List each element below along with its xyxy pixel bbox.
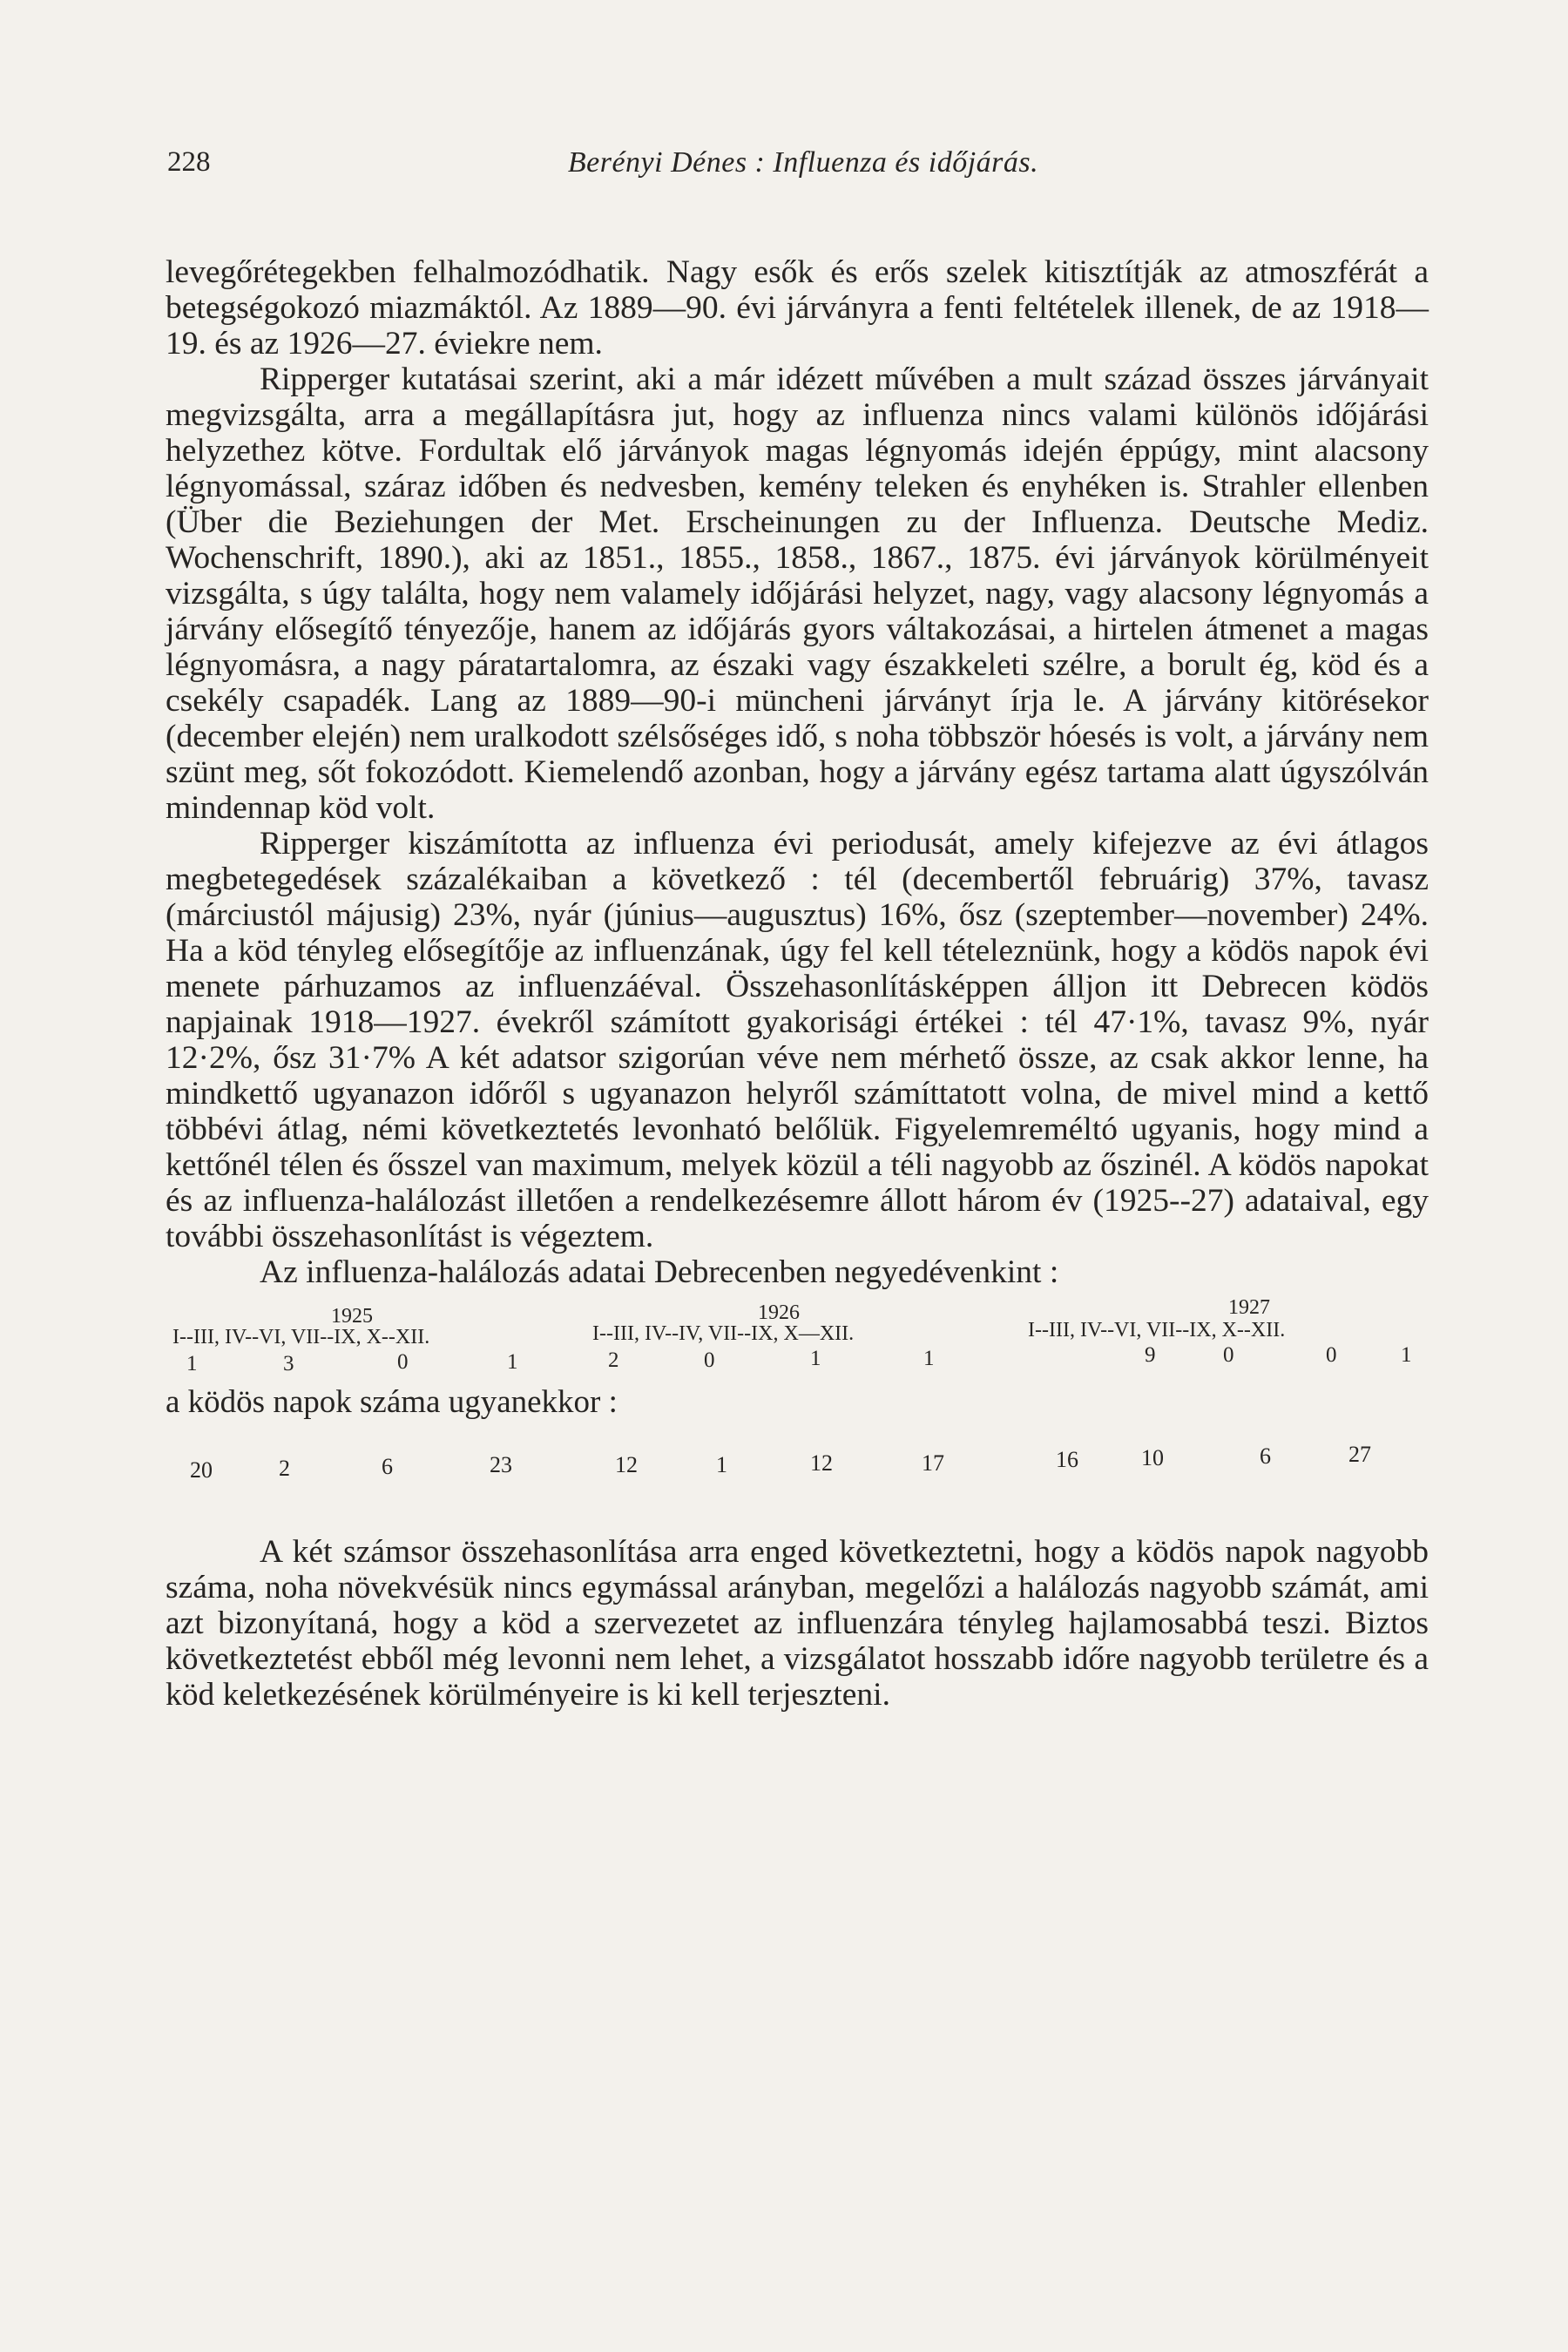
year-1926: 1926 (758, 1301, 800, 1324)
quarters-1926: I--III, IV--IV, VII--IX, X—XII. (592, 1322, 855, 1345)
article-body (166, 254, 1429, 1713)
fog-days-label: a ködös napok száma ugyanekkor : (166, 1384, 618, 1420)
mortality-fog-table (166, 1290, 1429, 1534)
fog-1927-q3: 6 (1260, 1443, 1271, 1469)
paragraph-3: Ripperger kiszámította az influenza évi periodusát, amely kifejezve az évi átlagos megbetegedések százalékaiban a következő : tél (decembertől februárig) 37%, tavasz (márciustól májusig) 23%, nyár (június—augusztus) 16%, ősz (szeptember—november) 24%. Ha a köd tényleg elősegítője az influenzának, úgy fel kell tételeznünk, hogy a ködös napok évi menete párhuzamos az influenzáéval. Összehasonlításképpen álljon itt Debrecen ködös napjainak 1918—1927. évekről számított gyakorisági értékei : tél 47·1%, tavasz 9%, nyár 12·2%, ősz 31·7% A két adatsor szigorúan véve nem mérhető össze, az csak akkor lenne, ha mindkettő ugyanazon időről s ugyanazon helyről számíttatott volna, de mivel mind a kettő többévi átlag, némi következtetés levonható belőlük. Figyelemreméltó ugyanis, hogy mind a kettőnél télen és ősszel van maximum, melyek közül a téli nagyobb az őszinél. A ködös napokat és az influenza-halálozást illetően a rendelkezésemre állott három év (1925--27) adataival, egy további összehasonlítást is végeztem. (166, 826, 1429, 1254)
running-title: Berényi Dénes : Influenza és időjárás. (567, 146, 1039, 179)
deaths-1925-q4: 1 (507, 1350, 518, 1374)
page-header (167, 146, 1439, 190)
deaths-1927-q3: 0 (1326, 1343, 1337, 1367)
deaths-1925-q3: 0 (397, 1350, 409, 1374)
deaths-1925-q2: 3 (283, 1352, 294, 1375)
paragraph-2: Ripperger kutatásai szerint, aki a már idézett művében a mult század összes járványait megvizsgálta, arra a megállapításra jut, hogy az influenza nincs valami különös időjárási helyzethez kötve. Fordultak elő járványok magas légnyomás idején éppúgy, mint alacsony légnyomással, száraz időben és nedvesben, kemény teleken és enyhéken is. Strahler ellenben (Über die Beziehungen der Met. Erscheinungen zu der Influenza. Deutsche Mediz. Wochenschrift, 1890.), aki az 1851., 1855., 1858., 1867., 1875. évi járványok körülményeit vizsgálta, s úgy találta, hogy nem valamely időjárási helyzet, nagy, vagy alacsony légnyomás a járvány elősegítő tényezője, hanem az időjárás gyors váltakozásai, a hirtelen átmenet a magas légnyomásra, a nagy páratartalomra, az északi vagy északkeleti szélre, a borult ég, köd és a csekély csapadék. Lang az 1889—90-i müncheni járványt írja le. A járvány kitörésekor (december elején) nem uralkodott szélsőséges idő, s noha többször hóesés is volt, a járvány nem szünt meg, sőt fokozódott. Kiemelendő azonban, hogy a járvány egész tartama alatt úgyszólván mindennap köd volt. (166, 362, 1429, 826)
year-1925: 1925 (331, 1305, 373, 1328)
table-caption: Az influenza-halálozás adatai Debrecenben negyedévenkint : (260, 1254, 1059, 1290)
fog-1925-q4: 23 (490, 1452, 512, 1477)
fog-1926-q3: 12 (810, 1450, 833, 1476)
fog-1927-q1: 16 (1056, 1447, 1078, 1472)
closing-paragraph: A két számsor összehasonlítása arra enged következtetni, hogy a ködös napok nagyobb száma, noha növekvésük nincs egymással arányban, megelőzi a halálozás nagyobb számát, ami azt bizonyítaná, hogy a köd a szervezetet az influenzára tényleg hajlamosabbá teszi. Biztos következtetést ebből még levonni nem lehet, a vizsgálatot hosszabb időre nagyobb területre és a köd keletkezésének körülményeire is ki kell terjeszteni. (166, 1534, 1429, 1713)
deaths-1926-q1: 2 (608, 1348, 619, 1372)
deaths-1926-q4: 1 (923, 1347, 935, 1370)
deaths-1925-q1: 1 (186, 1352, 198, 1375)
fog-1925-q2: 2 (279, 1456, 290, 1481)
deaths-1927-q2: 0 (1223, 1343, 1234, 1367)
year-1927: 1927 (1228, 1296, 1270, 1319)
quarters-1925: I--III, IV--VI, VII--IX, X--XII. (172, 1326, 430, 1348)
fog-1925-q1: 20 (190, 1457, 213, 1483)
deaths-1926-q3: 1 (810, 1347, 821, 1370)
fog-1927-q4: 27 (1348, 1442, 1371, 1467)
deaths-1927-q1: 9 (1145, 1343, 1156, 1367)
deaths-1926-q2: 0 (704, 1348, 715, 1372)
paragraph-1: levegőrétegekben felhalmozódhatik. Nagy esők és erős szelek kitisztítják az atmoszférát a betegségokozó miazmáktól. Az 1889—90. évi járványra a fenti feltételek illenek, de az 1918—19. és az 1926—27. éviekre nem. (166, 254, 1429, 362)
quarters-1927: I--III, IV--VI, VII--IX, X--XII. (1028, 1319, 1286, 1342)
deaths-1927-q4: 1 (1401, 1343, 1412, 1367)
fog-1927-q2: 10 (1141, 1445, 1164, 1470)
fog-1926-q1: 12 (615, 1452, 638, 1477)
fog-1925-q3: 6 (382, 1454, 393, 1479)
fog-1926-q4: 17 (922, 1450, 944, 1476)
page-number: 228 (167, 146, 211, 178)
fog-1926-q2: 1 (716, 1452, 727, 1477)
